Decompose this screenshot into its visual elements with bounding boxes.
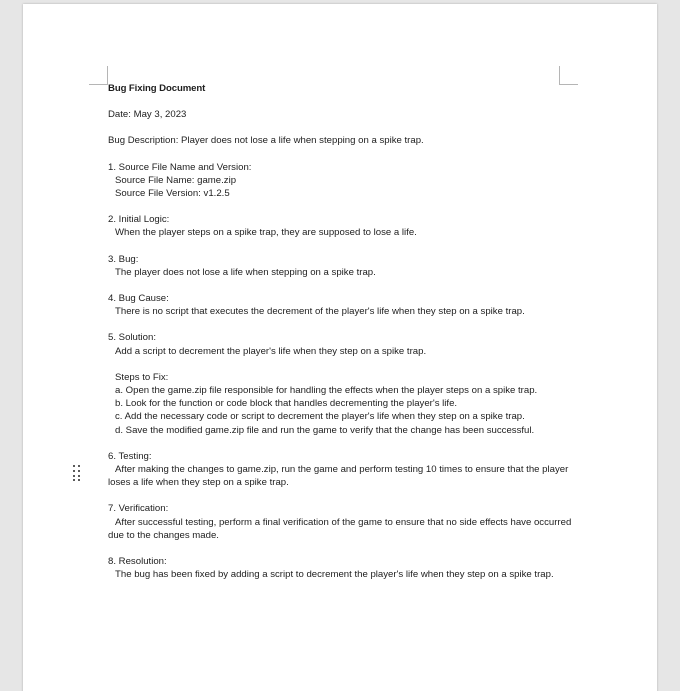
source-file-name: Source File Name: game.zip <box>115 174 237 186</box>
section-6-body: After making the changes to game.zip, run the game and perform testing 10 times to ensure that the player loses a life when they step on a spike trap. <box>108 464 569 489</box>
section-3-heading: 3. Bug: <box>108 253 139 265</box>
section-4-body: There is no script that executes the decrement of the player's life when they step on a spike trap. <box>115 306 525 318</box>
section-5-heading: 5. Solution: <box>108 332 157 344</box>
document-title: Bug Fixing Document <box>108 83 206 94</box>
step-d: d. Save the modified game.zip file and run the game to verify that the change has been successful. <box>115 424 535 436</box>
section-7-body: After successful testing, perform a final verification of the game to ensure that no side effects have occurred due to the changes made. <box>108 516 572 541</box>
bug-description: Bug Description: Player does not lose a life when stepping on a spike trap. <box>108 135 424 147</box>
section-2-heading: 2. Initial Logic: <box>108 214 170 226</box>
section-4-heading: 4. Bug Cause: <box>108 293 169 305</box>
step-c: c. Add the necessary code or script to decrement the player's life when they step on a spike trap. <box>115 411 525 423</box>
section-1-heading: 1. Source File Name and Version: <box>108 161 252 173</box>
step-b: b. Look for the function or code block that handles decrementing the player's life. <box>115 398 458 410</box>
section-3-body: The player does not lose a life when stepping on a spike trap. <box>115 266 376 278</box>
document-body[interactable] <box>108 82 578 581</box>
steps-heading: Steps to Fix: <box>115 371 169 383</box>
section-2-body: When the player steps on a spike trap, they are supposed to lose a life. <box>115 227 417 239</box>
drag-handle-icon[interactable] <box>73 465 83 481</box>
section-5-body: Add a script to decrement the player's life when they step on a spike trap. <box>115 345 427 357</box>
margin-corner-top-left <box>89 66 108 85</box>
source-file-version: Source File Version: v1.2.5 <box>115 188 230 200</box>
section-6-heading: 6. Testing: <box>108 450 152 462</box>
step-a: a. Open the game.zip file responsible for handling the effects when the player steps on a spike trap. <box>115 385 538 397</box>
document-date: Date: May 3, 2023 <box>108 109 187 121</box>
section-8-body: The bug has been fixed by adding a script to decrement the player's life when they step on a spike trap. <box>115 569 554 581</box>
section-7-heading: 7. Verification: <box>108 503 169 515</box>
section-8-heading: 8. Resolution: <box>108 556 167 568</box>
